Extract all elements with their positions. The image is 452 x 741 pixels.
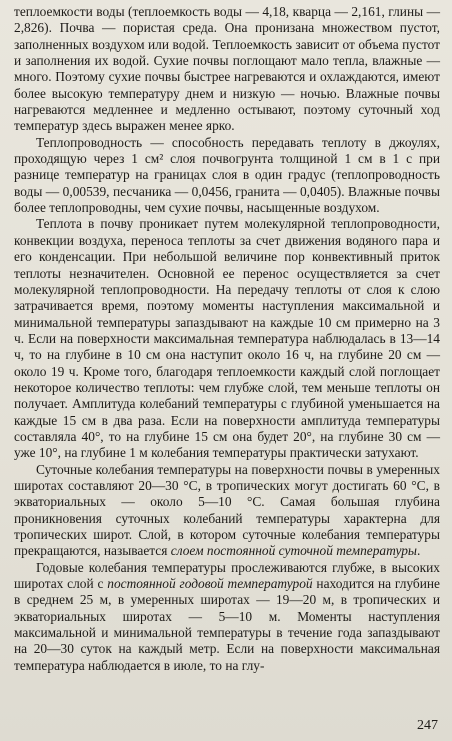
paragraph-2 (14, 135, 440, 217)
paragraph-4 (14, 462, 440, 560)
body-text (14, 4, 440, 674)
page-number: 247 (417, 718, 438, 733)
paragraph-1-text: теплоемкости воды (теплоемкость воды — 4,18, кварца — 2,161, глины — 2,826). Почва — пористая среда. Она пронизана множеством пустот, заполненных воздухом или водой. Теплоемкость зависит от объема пустот и заполнения их водой. Сухие почвы поглощают мало тепла, влажные — много. Поэтому сухие почвы быстрее нагреваются и охлаждаются, имеют более высокую температуру днем и низкую — ночью. Влажные почвы нагреваются медленнее и медленно остывают, поэтому суточный ход температур здесь выражен менее ярко. (14, 4, 440, 134)
paragraph-2-text: Теплопроводность — способность передавать теплоту в джоулях, проходящую через 1 см² слоя почвогрунта толщиной 1 см в 1 с при разнице температур на границах слоя в один градус (теплопроводность воды — 0,00539, песчаника — 0,0456, гранита — 0,0405). Влажные почвы более теплопроводны, чем сухие почвы, насыщенные воздухом. (14, 134, 440, 216)
paragraph-5-text: Годовые колебания температуры прослеживаются глубже, в высоких широтах слой с (14, 559, 440, 592)
term-constant-daily-temperature-layer: слоем постоянной суточной температуры (170, 543, 417, 559)
paragraph-5 (14, 560, 440, 674)
paragraph-3-text: Теплота в почву проникает путем молекулярной теплопроводности, конвекции воздуха, переноса теплоты за счет движения водяного пара и его конденсации. При небольшой величине пор конвективный приток теплоты незначителен. Основной ее перенос осуществляется за счет молекулярной теплопроводности. На передачу теплоты от слоя к слою затрачивается время, поэтому моменты наступления максимальной и минимальной температуры запаздывают на каждые 10 см примерно на 3 ч. Если на поверхности максимальная температура наблюдалась в 13—14 ч, то на глубине в 10 см она наступит около 16 ч, на глубине 20 см — около 19 ч. Кроме того, благодаря теплоемкости каждый слой поглощает некоторое количество теплоты: чем глубже слой, тем меньше теплоты он получает. Амплитуда колебаний температуры с глубиной уменьшается на каждые 15 см в два раза. Если на поверхности амплитуда температуры составляла 40°, то на глубине 15 см она будет 20°, на глубине 30 см — уже 10°, на глубине 1 м колебания температуры практически затухают. (14, 216, 440, 461)
paragraph-3 (14, 216, 440, 461)
paragraph-1 (14, 4, 440, 135)
paragraph-4-text: Суточные колебания температуры на поверхности почвы в умеренных широтах составляют 20—30 °С, в тропических могут достигать 60 °С, в экваториальных — около 5—10 °С. Самая большая глубина проникновения суточных колебаний температуры характерна для тропических широт. Слой, в котором суточные колебания температуры прекращаются, называется (14, 461, 440, 559)
term-constant-annual-temperature: постоянной годовой температурой (107, 576, 313, 592)
paragraph-4-end: . (416, 543, 421, 559)
paragraph-5-end: находится на глубине в среднем 25 м, в умеренных широтах — 19—20 м, в тропических и экваториальных широтах — 5—10 м. Моменты наступления максимальной и минимальной температуры в течение года запаздывают на 20—30 суток на каждый метр. Если на поверхности максимальная температура наблюдается в июле, то на глу- (14, 576, 440, 673)
